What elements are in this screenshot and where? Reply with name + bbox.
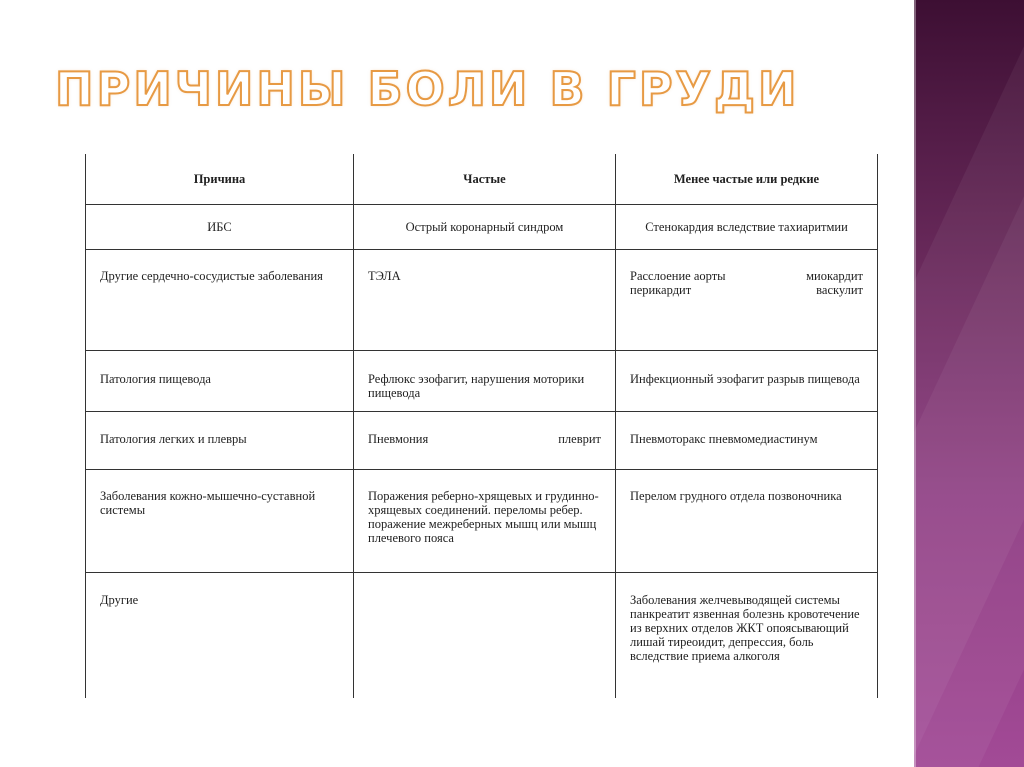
common-cell: ТЭЛА [354, 249, 616, 350]
common-cell [354, 572, 616, 698]
cause-cell: Патология пищевода [86, 350, 354, 411]
table-row [86, 249, 878, 350]
common-item: плеврит [558, 431, 601, 446]
rare-item: Расслоение аорты [630, 268, 726, 283]
decorative-side-band [914, 0, 1024, 767]
rare-item: васкулит [816, 282, 863, 297]
cause-cell: Патология легких и плевры [86, 411, 354, 469]
header-cause: Причина [86, 154, 354, 204]
cause-cell: ИБС [86, 204, 354, 249]
table-row [86, 411, 878, 469]
rare-cell: Перелом грудного отдела позвоночника [616, 469, 878, 572]
common-item: Пневмония [368, 431, 429, 446]
cause-cell: Заболевания кожно-мышечно-суставной системы [86, 469, 354, 572]
cause-cell: Другие [86, 572, 354, 698]
rare-cell: Заболевания желчевыводящей системы панкреатит язвенная болезнь кровотечение из верхних отделов ЖКТ опоясывающий лишай тиреоидит, депрессия, боль вследствие приема алкоголя [616, 572, 878, 698]
cause-cell: Другие сердечно-сосудистые заболевания [86, 249, 354, 350]
common-cell: Рефлюкс эзофагит, нарушения моторики пищевода [354, 350, 616, 411]
common-cell [354, 411, 616, 469]
rare-cell: Инфекционный эзофагит разрыв пищевода [616, 350, 878, 411]
rare-item: перикардит [630, 282, 692, 297]
rare-line [630, 269, 863, 283]
table-row [86, 204, 878, 249]
common-cell: Острый коронарный синдром [354, 204, 616, 249]
header-rare: Менее частые или редкие [616, 154, 878, 204]
header-common: Частые [354, 154, 616, 204]
slide-title: ПРИЧИНЫ БОЛИ В ГРУДИ [55, 62, 800, 116]
rare-cell: Стенокардия вследствие тахиаритмии [616, 204, 878, 249]
rare-item: миокардит [806, 268, 863, 283]
chest-pain-causes-table [85, 154, 878, 698]
table-row [86, 350, 878, 411]
common-cell: Поражения реберно-хрящевых и грудинно-хрящевых соединений. переломы ребер. поражение межреберных мышц или мышц плечевого пояса [354, 469, 616, 572]
table-row [86, 572, 878, 698]
common-line [368, 432, 601, 446]
rare-line [630, 283, 863, 297]
table-header-row [86, 154, 878, 204]
table-row [86, 469, 878, 572]
rare-cell [616, 249, 878, 350]
rare-cell: Пневмоторакс пневмомедиастинум [616, 411, 878, 469]
